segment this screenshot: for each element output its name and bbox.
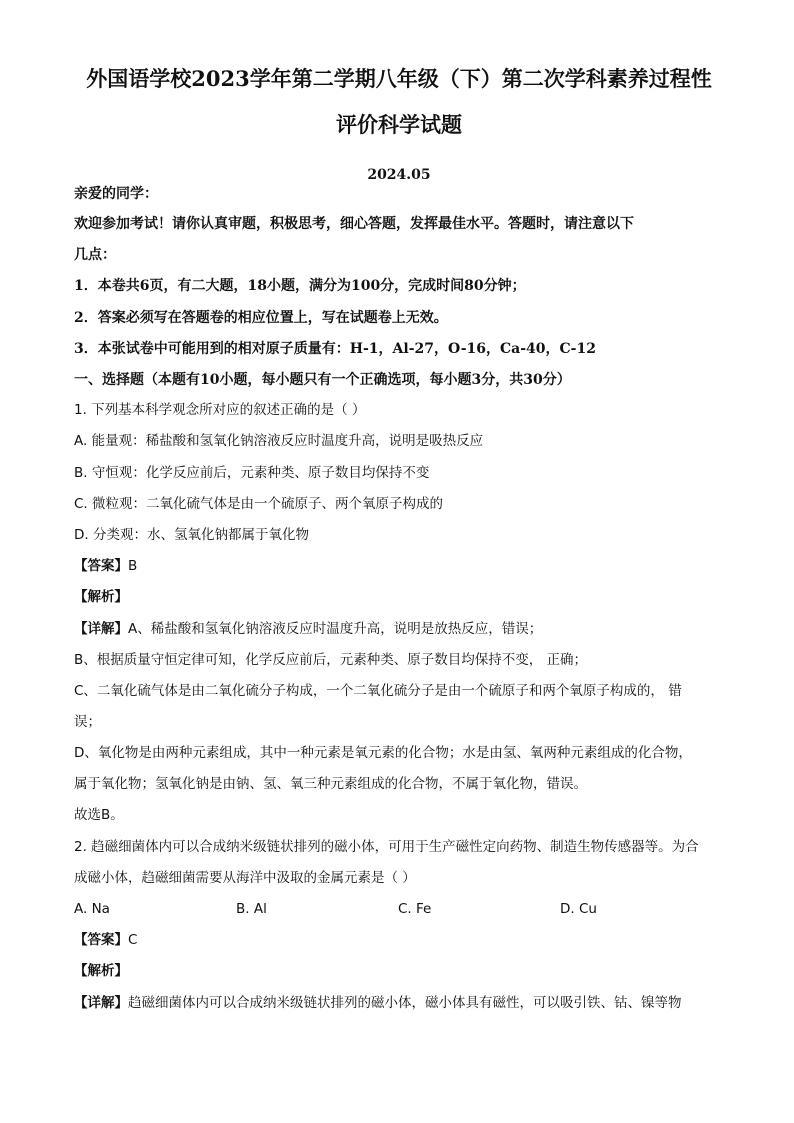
q2-options (74, 899, 724, 919)
exam-title-line-2: 评价科学试题 (336, 112, 462, 137)
q1-detail-2: B、根据质量守恒定律可知，化学反应前后，元素种类、原子数目均保持不变， 正确； (74, 652, 588, 668)
section-heading: 一、选择题（本题有10小题，每小题只有一个正确选项，每小题3分，共30分） (74, 372, 571, 388)
q1-answer: 【答案】B (74, 558, 138, 574)
q1-analysis-tag: 【解析】 (74, 589, 128, 605)
q1-stem: 1. 下列基本科学观念所对应的叙述正确的是（ ） (74, 402, 366, 418)
note-3: 3．本张试卷中可能用到的相对原子质量有：H-1，Al-27，O-16，Ca-40，C-12 (74, 341, 596, 357)
q2-answer: 【答案】C (74, 932, 138, 948)
note-2: 2．答案必须写在答题卷的相应位置上，写在试题卷上无效。 (74, 310, 448, 326)
q1-option-a: A. 能量观：稀盐酸和氢氧化钠溶液反应时温度升高，说明是吸热反应 (74, 433, 484, 449)
exam-date: 2024.05 (367, 167, 431, 183)
q2-analysis-tag: 【解析】 (74, 963, 128, 979)
q2-stem-1: 2. 趋磁细菌体内可以合成纳米级链状排列的磁小体，可用于生产磁性定向药物、制造生物传感器等。为合 (74, 839, 699, 855)
q1-option-d: D. 分类观：水、氢氧化钠都属于氧化物 (74, 527, 309, 543)
welcome-line-2: 几点： (74, 247, 116, 263)
q1-option-b: B. 守恒观：化学反应前后，元素种类、原子数目均保持不变 (74, 465, 430, 481)
q2-option-d: D. Cu (560, 901, 597, 917)
q1-detail-3a: C、二氧化硫气体是由二氧化硫分子构成，一个二氧化硫分子是由一个硫原子和两个氧原子构成的， 错 (74, 683, 682, 699)
q2-option-a: A. Na (74, 901, 110, 917)
q2-option-c: C. Fe (398, 901, 432, 917)
q2-option-b: B. Al (236, 901, 267, 917)
q1-option-c: C. 微粒观：二氧化硫气体是由一个硫原子、两个氧原子构成的 (74, 496, 444, 512)
q1-detail-3b: 误； (74, 714, 101, 730)
q2-stem-2: 成磁小体，趋磁细菌需要从海洋中汲取的金属元素是（ ） (74, 870, 416, 886)
q1-detail-4a: D、氧化物是由两种元素组成，其中一种元素是氧元素的化合物；水是由氢、氧两种元素组成的化合物， (74, 745, 692, 761)
q1-detail-4b: 属于氧化物；氢氧化钠是由钠、氢、氧三种元素组成的化合物，不属于氧化物，错误。 (74, 776, 587, 792)
exam-title-line-1: 外国语学校2023学年第二学期八年级（下）第二次学科素养过程性 (86, 66, 712, 91)
q1-detail-1: 【详解】A、稀盐酸和氢氧化钠溶液反应时温度升高，说明是放热反应，错误； (74, 621, 543, 637)
q2-detail-1: 【详解】趋磁细菌体内可以合成纳米级链状排列的磁小体，磁小体具有磁性，可以吸引铁、钴、镍等物 (74, 995, 682, 1011)
q1-conclusion: 故选B。 (74, 807, 124, 823)
greeting: 亲爱的同学： (74, 186, 158, 202)
note-1: 1．本卷共6页，有二大题，18小题，满分为100分，完成时间80分钟； (74, 278, 526, 294)
welcome-line-1: 欢迎参加考试！请你认真审题，积极思考，细心答题，发挥最佳水平。答题时，请注意以下 (74, 216, 634, 232)
